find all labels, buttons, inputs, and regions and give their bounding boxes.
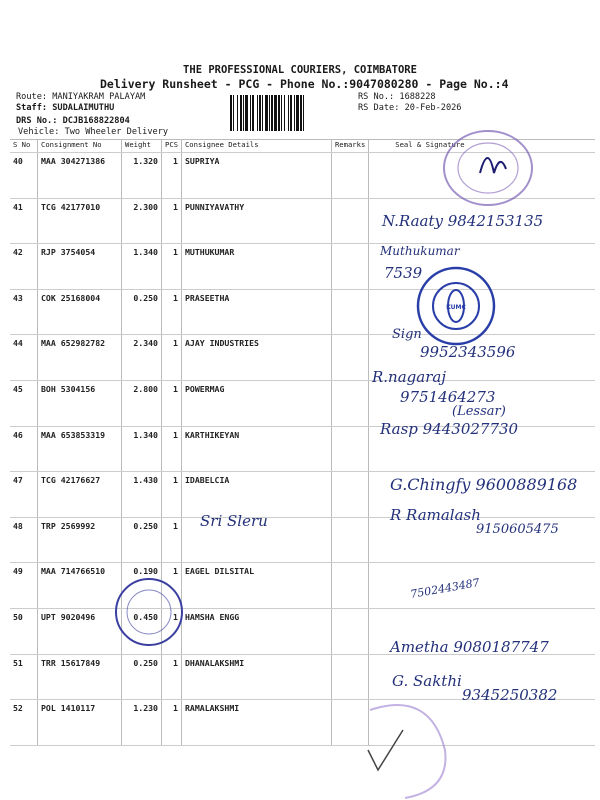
cell-consignee: PUNNIYAVATHY xyxy=(181,198,331,244)
signature-51: Ametha 9080187747 xyxy=(390,638,549,656)
cell-weight: 0.250 xyxy=(122,517,162,563)
cell-weight: 0.450 xyxy=(122,608,162,654)
col-weight: Weight xyxy=(122,140,162,153)
cell-remarks xyxy=(331,517,368,563)
cell-sno: 50 xyxy=(10,608,38,654)
cell-sno: 42 xyxy=(10,244,38,290)
cell-cn: RJP 3754054 xyxy=(38,244,122,290)
cell-cn: MAA 653853319 xyxy=(38,426,122,472)
signature-41: N.Raaty 9842153135 xyxy=(382,212,544,230)
cell-consignee: HAMSHA ENGG xyxy=(181,608,331,654)
phone-45: 9751464273 xyxy=(400,388,496,406)
note-46: (Lessar) xyxy=(452,404,506,419)
cell-remarks xyxy=(331,608,368,654)
drs-number: DRS No.: DCJB168822804 xyxy=(16,116,130,126)
rs-number: RS No.: 1688228 xyxy=(358,92,436,102)
vehicle: Vehicle: Two Wheeler Delivery xyxy=(18,127,169,137)
cell-sno: 41 xyxy=(10,198,38,244)
cell-consignee: IDABELCIA xyxy=(181,472,331,518)
cell-consignee: RAMALAKSHMI xyxy=(181,700,331,746)
signature-42: Muthukumar xyxy=(380,244,460,258)
col-pcs: PCS xyxy=(162,140,182,153)
cell-sno: 48 xyxy=(10,517,38,563)
cell-weight: 1.230 xyxy=(122,700,162,746)
cell-weight: 2.800 xyxy=(122,380,162,426)
krishna-urethane-stamp xyxy=(415,265,497,347)
signature-45: R.nagaraj xyxy=(372,368,446,386)
cell-weight: 0.190 xyxy=(122,563,162,609)
signature-47: G.Chingfy 9600889168 xyxy=(390,475,578,494)
cell-remarks xyxy=(331,426,368,472)
cell-weight: 0.250 xyxy=(122,654,162,700)
cell-consignee: DHANALAKSHMI xyxy=(181,654,331,700)
cell-sno: 47 xyxy=(10,472,38,518)
seal-stamp-purple xyxy=(440,128,535,208)
signature-52: G. Sakthi xyxy=(392,672,462,690)
cell-cn: MAA 304271386 xyxy=(38,153,122,199)
route: Route: MANIYAKRAM PALAYAM xyxy=(16,92,146,102)
cell-weight: 1.340 xyxy=(122,426,162,472)
cell-remarks xyxy=(331,153,368,199)
cell-pcs: 1 xyxy=(162,472,182,518)
cell-sno: 49 xyxy=(10,563,38,609)
cell-sno: 44 xyxy=(10,335,38,381)
seal-stamp-round xyxy=(112,575,187,650)
cell-pcs: 1 xyxy=(162,563,182,609)
cell-weight: 2.340 xyxy=(122,335,162,381)
cell-remarks xyxy=(331,244,368,290)
rs-date: RS Date: 20-Feb-2026 xyxy=(358,103,462,113)
phone-48: 9150605475 xyxy=(476,522,559,537)
cell-consignee: MUTHUKUMAR xyxy=(181,244,331,290)
cell-consignee: PRASEETHA xyxy=(181,289,331,335)
runsheet-subtitle: Delivery Runsheet - PCG - Phone No.:9047080280 - Page No.:4 xyxy=(100,77,509,91)
cell-consignee: KARTHIKEYAN xyxy=(181,426,331,472)
cell-weight: 0.250 xyxy=(122,289,162,335)
table-row xyxy=(10,289,595,335)
col-seal: Seal & Signature xyxy=(369,140,596,153)
cell-remarks xyxy=(331,563,368,609)
cell-sno: 46 xyxy=(10,426,38,472)
cell-sno: 45 xyxy=(10,380,38,426)
signature-46: Rasp 9443027730 xyxy=(380,420,519,438)
signature-44: Sign xyxy=(392,327,422,342)
table-row xyxy=(10,700,595,746)
cell-pcs: 1 xyxy=(162,244,182,290)
cell-remarks xyxy=(331,289,368,335)
cell-pcs: 1 xyxy=(162,289,182,335)
staff: Staff: SUDALAIMUTHU xyxy=(16,103,115,113)
cell-consignee: AJAY INDUSTRIES xyxy=(181,335,331,381)
cell-consignee: POWERMAG xyxy=(181,380,331,426)
col-sno: S No xyxy=(10,140,38,153)
cell-cn: BOH 5304156 xyxy=(38,380,122,426)
cell-pcs: 1 xyxy=(162,700,182,746)
cell-cn: UPT 9020496 xyxy=(38,608,122,654)
cell-sno: 43 xyxy=(10,289,38,335)
cell-weight: 1.320 xyxy=(122,153,162,199)
cell-cn: MAA 652982782 xyxy=(38,335,122,381)
seal-stamp-faint xyxy=(360,690,450,800)
cell-pcs: 1 xyxy=(162,517,182,563)
cell-pcs: 1 xyxy=(162,608,182,654)
col-consignment: Consignment No xyxy=(38,140,122,153)
col-remarks: Remarks xyxy=(331,140,368,153)
phone-52: 9345250382 xyxy=(462,686,558,704)
cell-remarks xyxy=(331,335,368,381)
cell-cn: POL 1410117 xyxy=(38,700,122,746)
cell-remarks xyxy=(331,472,368,518)
cell-consignee: SUPRIYA xyxy=(181,153,331,199)
table-row xyxy=(10,244,595,290)
signature-48-remarks: Sri Sleru xyxy=(200,512,268,530)
cell-sno: 40 xyxy=(10,153,38,199)
cell-cn: COK 25168004 xyxy=(38,289,122,335)
cell-seal xyxy=(369,563,596,609)
cell-cn: MAA 714766510 xyxy=(38,563,122,609)
cell-consignee: EAGEL DILSITAL xyxy=(181,563,331,609)
cell-weight: 1.430 xyxy=(122,472,162,518)
cell-pcs: 1 xyxy=(162,153,182,199)
cell-remarks xyxy=(331,380,368,426)
cell-cn: TCG 42176627 xyxy=(38,472,122,518)
cell-remarks xyxy=(331,198,368,244)
table-row xyxy=(10,563,595,609)
col-consignee: Consignee Details xyxy=(181,140,331,153)
cell-pcs: 1 xyxy=(162,426,182,472)
svg-text:KUMC: KUMC xyxy=(446,304,466,311)
company-title: THE PROFESSIONAL COURIERS, COIMBATORE xyxy=(183,64,417,76)
phone-50: 7502443487 xyxy=(409,576,481,601)
signature-48: R Ramalash xyxy=(390,506,481,524)
cell-cn: TCG 42177010 xyxy=(38,198,122,244)
cell-pcs: 1 xyxy=(162,198,182,244)
cell-weight: 1.340 xyxy=(122,244,162,290)
cell-cn: TRP 2569992 xyxy=(38,517,122,563)
cell-cn: TRR 15617849 xyxy=(38,654,122,700)
cell-weight: 2.300 xyxy=(122,198,162,244)
cell-sno: 51 xyxy=(10,654,38,700)
barcode xyxy=(230,95,355,131)
cell-pcs: 1 xyxy=(162,654,182,700)
cell-pcs: 1 xyxy=(162,335,182,381)
cell-pcs: 1 xyxy=(162,380,182,426)
cell-sno: 52 xyxy=(10,700,38,746)
phone-42: 7539 xyxy=(384,264,423,282)
phone-44: 9952343596 xyxy=(420,343,516,361)
